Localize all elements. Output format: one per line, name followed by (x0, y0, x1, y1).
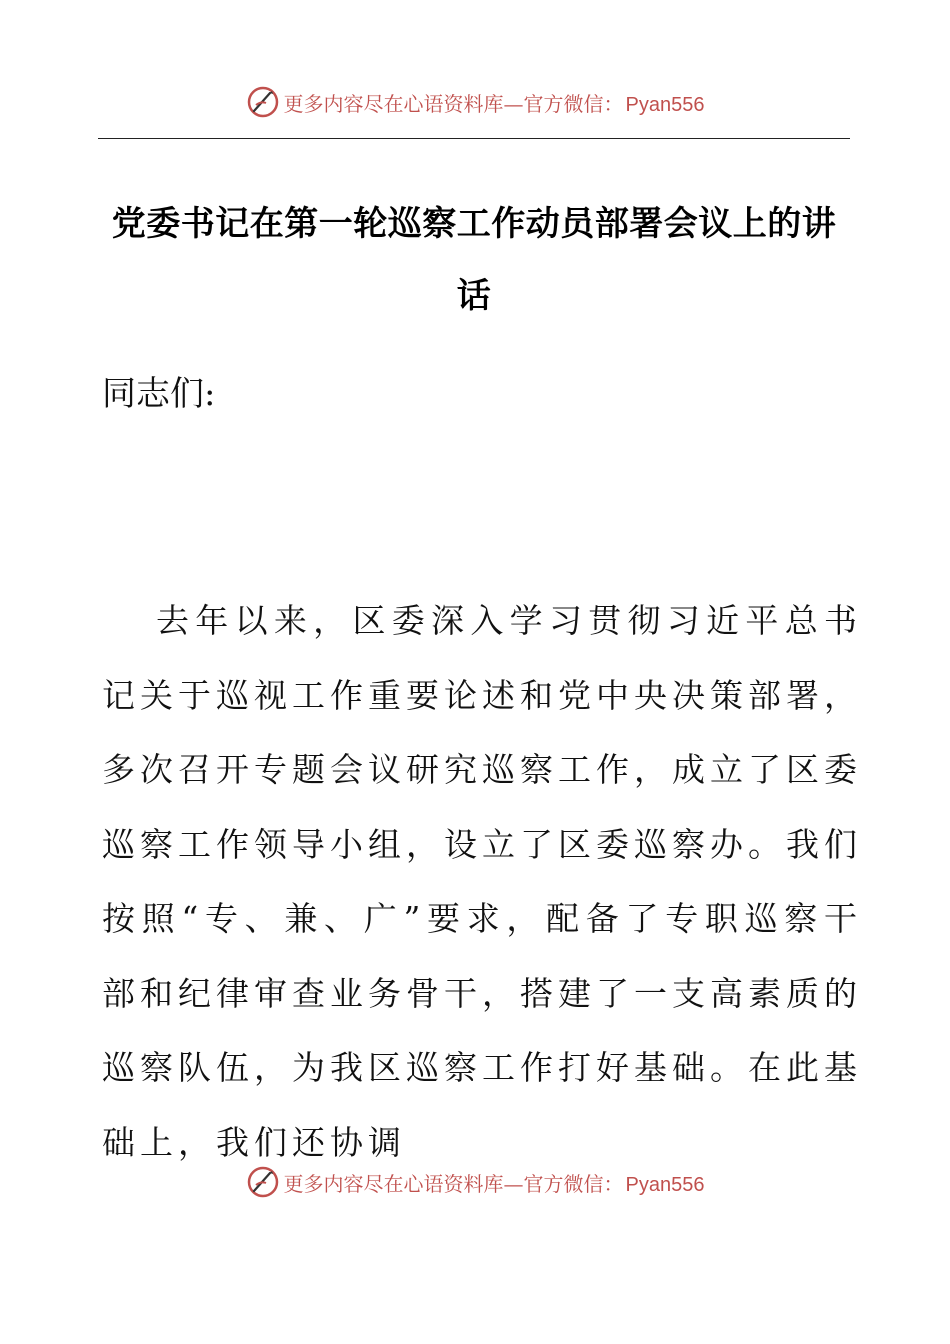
quill-logo-icon (246, 1165, 280, 1199)
salutation: 同志们: (102, 374, 216, 414)
header-banner-text: 更多内容尽在心语资料库—官方微信： (283, 91, 624, 116)
footer-banner (0, 1162, 950, 1202)
quill-logo-icon (246, 85, 280, 119)
footer-wechat-id: Pyan556 (625, 1173, 705, 1196)
footer-banner-text: 更多内容尽在心语资料库—官方微信： (283, 1171, 624, 1196)
header-wechat-id: Pyan556 (625, 93, 705, 116)
header-banner (0, 82, 950, 122)
header-divider (98, 138, 850, 139)
document-title: 党委书记在第一轮巡察工作动员部署会议上的讲话 (111, 204, 837, 316)
body-paragraph: 去年以来，区委深入学习贯彻习近平总书记关于巡视工作重要论述和党中央决策部署，多次召开专题会议研究巡察工作，成立了区委巡察工作领导小组，设立了区委巡察办。我们按照“专、兼、广”要求，配备了专职巡察干部和纪律审查业务骨干，搭建了一支高素质的巡察队伍，为我区巡察工作打好基础。在此基础上，我们还协调 (102, 601, 862, 1162)
